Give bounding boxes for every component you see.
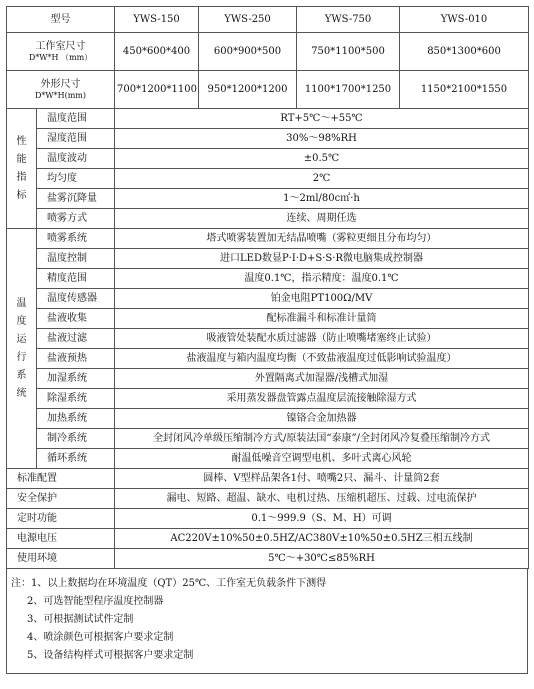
spec-row <box>7 449 529 469</box>
general-label: 定时功能 <box>7 509 115 529</box>
spec-value: 1～2ml/80c㎡·h <box>115 189 529 209</box>
outer-size-unit: D*W*H(mm) <box>34 90 87 100</box>
vertical-char: 标 <box>16 189 27 201</box>
spec-value: 采用蒸发器盘管露点温度层流接触除湿方式 <box>115 389 529 409</box>
spec-row <box>7 249 529 269</box>
spec-label: 加热系统 <box>37 409 115 429</box>
model-label: 型号 <box>7 7 115 33</box>
general-value: 圆棒、V型样品架各1付、喷嘴2只、漏斗、计量筒2套 <box>115 469 529 489</box>
general-label: 使用环境 <box>7 549 115 569</box>
system-group-label <box>7 229 37 469</box>
spec-value: 塔式喷雾装置加无结晶喷嘴（雾粒更细且分布均匀） <box>115 229 529 249</box>
spec-row <box>7 349 529 369</box>
note-text: 1、以上数据均在环境温度（QT）25℃、工作室无负载条件下测得 <box>31 578 327 589</box>
general-row <box>7 549 529 569</box>
spec-label: 除湿系统 <box>37 389 115 409</box>
spec-value: 吸液管处装配水质过滤器（防止喷嘴堵塞终止试验） <box>115 329 529 349</box>
inner-size-value: 750*1100*500 <box>297 33 400 71</box>
spec-value: 盐液温度与箱内温度均衡（不致盐液温度过低影响试验温度） <box>115 349 529 369</box>
note-item: 5、设备结构样式可根据客户要求定制 <box>27 650 194 661</box>
vertical-text <box>9 133 34 205</box>
spec-label: 循环系统 <box>37 449 115 469</box>
spec-value: 铂金电阻PT100Ω/MV <box>115 289 529 309</box>
spec-label: 温度波动 <box>37 149 115 169</box>
general-row <box>7 529 529 549</box>
outer-size-value: 1150*2100*1550 <box>400 71 529 109</box>
spec-value: RT+5℃～+55℃ <box>115 109 529 129</box>
outer-size-label <box>7 71 115 109</box>
general-value: 漏电、短路、超温、缺水、电机过热、压缩机超压、过载、过电流保护 <box>115 489 529 509</box>
outer-size-value: 1100*1700*1250 <box>297 71 400 109</box>
general-label: 安全保护 <box>7 489 115 509</box>
spec-label: 温度控制 <box>37 249 115 269</box>
spec-row <box>7 409 529 429</box>
performance-group-label <box>7 109 37 229</box>
spec-value: 连续、周期任选 <box>115 209 529 229</box>
spec-label: 温度范围 <box>37 109 115 129</box>
spec-value: ±0.5℃ <box>115 149 529 169</box>
vertical-char: 温 <box>16 297 27 309</box>
inner-size-value: 850*1300*600 <box>400 33 529 71</box>
model-yws-010: YWS-010 <box>400 7 529 33</box>
spec-label: 制冷系统 <box>37 429 115 449</box>
note-item: 2、可选智能型程序温度控制器 <box>27 596 164 607</box>
spec-row <box>7 169 529 189</box>
vertical-char: 运 <box>16 333 27 345</box>
spec-label: 加湿系统 <box>37 369 115 389</box>
general-value: 0.1～999.9（S、M、H）可调 <box>115 509 529 529</box>
spec-value: 进口LED数显P·I·D+S·S·R微电脑集成控制器 <box>115 249 529 269</box>
spec-row <box>7 109 529 129</box>
spec-row <box>7 189 529 209</box>
spec-value: 温度0.1℃，指示精度：温度0.1℃ <box>115 269 529 289</box>
model-yws-150: YWS-150 <box>115 7 199 33</box>
spec-value: 外置隔离式加湿器/浅槽式加湿 <box>115 369 529 389</box>
spec-value: 2℃ <box>115 169 529 189</box>
spec-row <box>7 229 529 249</box>
general-value: AC220V±10%50±0.5HZ/AC380V±10%50±0.5HZ三相五线制 <box>115 529 529 549</box>
general-row <box>7 489 529 509</box>
spec-label: 均匀度 <box>37 169 115 189</box>
spec-row <box>7 269 529 289</box>
spec-label: 盐液收集 <box>37 309 115 329</box>
spec-value: 镍铬合金加热器 <box>115 409 529 429</box>
spec-row <box>7 369 529 389</box>
spec-sheet <box>6 6 528 674</box>
spec-label: 精度范围 <box>37 269 115 289</box>
general-row <box>7 509 529 529</box>
spec-table <box>6 6 529 569</box>
model-row <box>7 7 529 33</box>
note-item: 4、喷涂颜色可根据客户要求定制 <box>27 632 174 643</box>
spec-value: 配标准漏斗和标准计量筒 <box>115 309 529 329</box>
spec-row <box>7 289 529 309</box>
inner-size-value: 600*900*500 <box>199 33 297 71</box>
model-yws-250: YWS-250 <box>199 7 297 33</box>
inner-size-title: 工作室尺寸 <box>35 40 86 52</box>
vertical-char: 指 <box>16 171 27 183</box>
spec-label: 喷雾方式 <box>37 209 115 229</box>
spec-row <box>7 129 529 149</box>
inner-size-label <box>7 33 115 71</box>
vertical-char: 能 <box>16 153 27 165</box>
general-label: 标准配置 <box>7 469 115 489</box>
inner-size-row <box>7 33 529 71</box>
spec-value: 全封闭风冷单级压缩制冷方式/原装法国“泰康”/全封闭风冷复叠压缩制冷方式 <box>115 429 529 449</box>
outer-size-value: 700*1200*1100 <box>115 71 199 109</box>
spec-row <box>7 149 529 169</box>
inner-size-value: 450*600*400 <box>115 33 199 71</box>
vertical-char: 性 <box>16 135 27 147</box>
spec-label: 温度传感器 <box>37 289 115 309</box>
note-item: 3、可根据测试试件定制 <box>27 614 134 625</box>
spec-value: 耐温低噪音空调型电机、多叶式离心风轮 <box>115 449 529 469</box>
vertical-char: 统 <box>16 387 27 399</box>
vertical-char: 度 <box>16 315 27 327</box>
inner-size-unit: D*W*H （mm） <box>28 52 93 62</box>
spec-label: 盐液预热 <box>37 349 115 369</box>
vertical-char: 行 <box>16 351 27 363</box>
general-row <box>7 469 529 489</box>
spec-label: 湿度范围 <box>37 129 115 149</box>
outer-size-title: 外形尺寸 <box>40 78 81 90</box>
spec-row <box>7 209 529 229</box>
spec-row <box>7 389 529 409</box>
spec-row <box>7 429 529 449</box>
outer-size-row <box>7 71 529 109</box>
spec-label: 喷雾系统 <box>37 229 115 249</box>
notes-section <box>6 569 528 674</box>
outer-size-value: 950*1200*1200 <box>199 71 297 109</box>
general-value: 5℃～+30℃≤85%RH <box>115 549 529 569</box>
spec-label: 盐雾沉降量 <box>37 189 115 209</box>
note-item <box>7 575 527 593</box>
notes-prefix: 注： <box>11 578 31 589</box>
vertical-char: 系 <box>16 369 27 381</box>
spec-row <box>7 309 529 329</box>
spec-label: 盐液过滤 <box>37 329 115 349</box>
spec-value: 30%～98%RH <box>115 129 529 149</box>
general-label: 电源电压 <box>7 529 115 549</box>
model-yws-750: YWS-750 <box>297 7 400 33</box>
vertical-text <box>9 295 34 403</box>
spec-row <box>7 329 529 349</box>
